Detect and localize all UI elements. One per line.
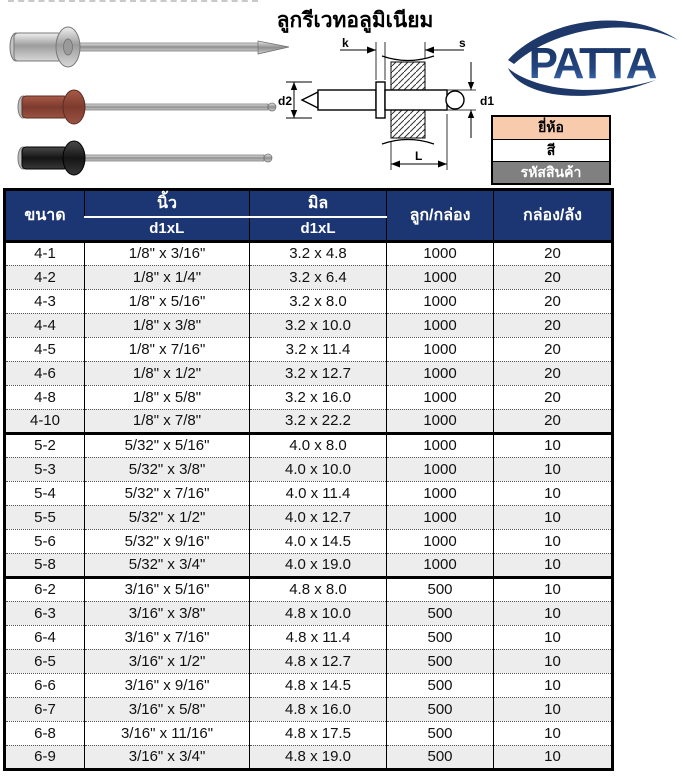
cell-box_per_carton: 10	[494, 649, 613, 673]
cell-pcs_per_box: 500	[387, 601, 494, 625]
cell-inch: 3/16" x 3/4"	[85, 745, 250, 769]
cell-pcs_per_box: 500	[387, 697, 494, 721]
cell-inch: 1/8" x 3/16"	[85, 241, 250, 265]
patta-logo-text: PATTA	[528, 39, 656, 88]
diagram-label-s: s	[459, 36, 466, 50]
cell-inch: 3/16" x 1/2"	[85, 649, 250, 673]
top-crop-dashes	[8, 0, 258, 2]
table-row	[5, 289, 613, 313]
cell-mm: 4.0 x 10.0	[250, 457, 387, 481]
cell-pcs_per_box: 1000	[387, 385, 494, 409]
cell-inch: 5/32" x 1/2"	[85, 505, 250, 529]
cell-mm: 4.8 x 17.5	[250, 721, 387, 745]
cell-size: 4-8	[34, 388, 56, 406]
cell-box_per_carton: 10	[494, 745, 613, 769]
cell-box_per_carton: 20	[494, 361, 613, 385]
cell-box_per_carton: 20	[494, 337, 613, 361]
cell-size: 5-6	[34, 532, 56, 550]
cell-inch: 5/32" x 3/4"	[85, 553, 250, 577]
cell-inch: 3/16" x 7/16"	[85, 625, 250, 649]
cell-size: 6-2	[34, 581, 56, 598]
cell-mm: 4.0 x 19.0	[250, 553, 387, 577]
patta-logo	[500, 12, 684, 110]
cell-size: 4-3	[34, 292, 56, 310]
cell-box_per_carton: 10	[494, 601, 613, 625]
cell-pcs_per_box: 1000	[387, 409, 494, 433]
table-row	[5, 529, 613, 553]
table-row	[5, 457, 613, 481]
cell-mm: 4.8 x 19.0	[250, 745, 387, 769]
cell-mm: 4.8 x 8.0	[250, 577, 387, 601]
cell-size: 6-5	[34, 652, 56, 670]
table-row	[5, 241, 613, 265]
cell-size: 6-4	[34, 628, 56, 646]
cell-mm: 4.0 x 8.0	[250, 433, 387, 457]
cell-pcs_per_box: 1000	[387, 313, 494, 337]
cell-size: 4-5	[34, 340, 56, 358]
table-row	[5, 505, 613, 529]
cell-box_per_carton: 10	[494, 625, 613, 649]
cell-box_per_carton: 10	[494, 577, 613, 601]
cell-size: 5-4	[34, 484, 56, 502]
table-row	[5, 553, 613, 577]
cell-mm: 3.2 x 22.2	[250, 409, 387, 433]
cell-pcs_per_box: 500	[387, 721, 494, 745]
cell-mm: 3.2 x 4.8	[250, 241, 387, 265]
cell-box_per_carton: 10	[494, 457, 613, 481]
cell-pcs_per_box: 500	[387, 625, 494, 649]
header-box-per-carton: กล่อง/ลัง	[494, 190, 613, 242]
rivet-photo-brown	[8, 80, 293, 134]
cell-size: 5-2	[34, 437, 56, 454]
cell-pcs_per_box: 1000	[387, 265, 494, 289]
cell-inch: 3/16" x 5/8"	[85, 697, 250, 721]
cell-size: 5-5	[34, 508, 56, 526]
cell-inch: 1/8" x 1/2"	[85, 361, 250, 385]
cell-inch: 3/16" x 5/16"	[85, 577, 250, 601]
table-row	[5, 481, 613, 505]
table-row	[5, 337, 613, 361]
cell-inch: 1/8" x 7/8"	[85, 409, 250, 433]
cell-pcs_per_box: 500	[387, 649, 494, 673]
table-row	[5, 745, 613, 769]
cell-size: 4-4	[34, 316, 56, 334]
cell-pcs_per_box: 1000	[387, 529, 494, 553]
cell-inch: 3/16" x 3/8"	[85, 601, 250, 625]
table-row	[5, 313, 613, 337]
cell-pcs_per_box: 1000	[387, 289, 494, 313]
cell-mm: 4.8 x 12.7	[250, 649, 387, 673]
cell-box_per_carton: 10	[494, 433, 613, 457]
cell-mm: 4.8 x 10.0	[250, 601, 387, 625]
cell-pcs_per_box: 1000	[387, 481, 494, 505]
cell-box_per_carton: 10	[494, 529, 613, 553]
table-row	[5, 697, 613, 721]
cell-pcs_per_box: 500	[387, 745, 494, 769]
cell-size: 4-6	[34, 364, 56, 382]
header-mm-d1xl: d1xL	[250, 217, 387, 241]
cell-pcs_per_box: 500	[387, 577, 494, 601]
cell-mm: 4.8 x 16.0	[250, 697, 387, 721]
cell-box_per_carton: 10	[494, 505, 613, 529]
cell-inch: 1/8" x 3/8"	[85, 313, 250, 337]
cell-mm: 4.0 x 12.7	[250, 505, 387, 529]
diagram-label-k: k	[342, 36, 349, 50]
header-inch: นิ้ว	[85, 190, 250, 218]
cell-inch: 1/8" x 5/16"	[85, 289, 250, 313]
cell-pcs_per_box: 1000	[387, 457, 494, 481]
cell-pcs_per_box: 1000	[387, 337, 494, 361]
table-row	[5, 601, 613, 625]
cell-mm: 4.0 x 14.5	[250, 529, 387, 553]
header-inch-d1xl: d1xL	[85, 217, 250, 241]
cell-inch: 3/16" x 11/16"	[85, 721, 250, 745]
cell-size: 4-2	[34, 268, 56, 286]
header-mm: มิล	[250, 190, 387, 218]
cell-mm: 3.2 x 10.0	[250, 313, 387, 337]
brand-info-table	[491, 115, 611, 185]
header-size: ขนาด	[5, 190, 85, 242]
cell-pcs_per_box: 1000	[387, 553, 494, 577]
table-row	[5, 721, 613, 745]
cell-mm: 4.0 x 11.4	[250, 481, 387, 505]
cell-box_per_carton: 20	[494, 265, 613, 289]
cell-box_per_carton: 20	[494, 313, 613, 337]
table-row	[5, 433, 613, 457]
cell-inch: 5/32" x 5/16"	[85, 433, 250, 457]
cell-inch: 5/32" x 9/16"	[85, 529, 250, 553]
cell-mm: 3.2 x 11.4	[250, 337, 387, 361]
brand-row: ยี่ห้อ	[493, 117, 609, 139]
product-code-row: รหัสสินค้า	[493, 161, 609, 183]
cell-pcs_per_box: 1000	[387, 241, 494, 265]
cell-size: 6-8	[34, 724, 56, 742]
table-row	[5, 649, 613, 673]
rivet-photo-black	[8, 130, 288, 184]
cell-mm: 3.2 x 8.0	[250, 289, 387, 313]
table-section	[5, 433, 613, 577]
cell-inch: 3/16" x 9/16"	[85, 673, 250, 697]
cell-pcs_per_box: 1000	[387, 361, 494, 385]
cell-size: 4-1	[34, 245, 56, 262]
cell-pcs_per_box: 1000	[387, 505, 494, 529]
table-section	[5, 577, 613, 769]
diagram-label-d1: d1	[480, 94, 495, 108]
color-row: สี	[493, 139, 609, 161]
cell-box_per_carton: 10	[494, 553, 613, 577]
cell-inch: 1/8" x 1/4"	[85, 265, 250, 289]
cell-box_per_carton: 10	[494, 721, 613, 745]
cell-inch: 5/32" x 3/8"	[85, 457, 250, 481]
diagram-label-d2: d2	[278, 94, 293, 108]
cell-mm: 4.8 x 11.4	[250, 625, 387, 649]
spec-table	[3, 188, 614, 771]
cell-inch: 5/32" x 7/16"	[85, 481, 250, 505]
cell-box_per_carton: 20	[494, 409, 613, 433]
cell-inch: 1/8" x 7/16"	[85, 337, 250, 361]
table-row	[5, 625, 613, 649]
cell-size: 6-7	[34, 700, 56, 718]
spec-table-header	[5, 190, 613, 242]
diagram-label-L: L	[415, 149, 423, 163]
cell-pcs_per_box: 1000	[387, 433, 494, 457]
cell-inch: 1/8" x 5/8"	[85, 385, 250, 409]
header-pcs-per-box: ลูก/กล่อง	[387, 190, 494, 242]
cell-size: 5-8	[34, 556, 56, 573]
cell-box_per_carton: 10	[494, 481, 613, 505]
cell-size: 6-6	[34, 676, 56, 694]
cell-box_per_carton: 20	[494, 241, 613, 265]
table-row	[5, 265, 613, 289]
table-row	[5, 409, 613, 433]
rivet-photo-silver	[2, 16, 294, 78]
table-row	[5, 361, 613, 385]
cell-box_per_carton: 10	[494, 673, 613, 697]
cell-mm: 3.2 x 12.7	[250, 361, 387, 385]
cell-size: 4-10	[29, 412, 61, 429]
cell-box_per_carton: 10	[494, 697, 613, 721]
page-title: ลูกรีเวทอลูมิเนียม	[276, 9, 434, 32]
table-row	[5, 385, 613, 409]
table-row	[5, 577, 613, 601]
cell-size: 5-3	[34, 460, 56, 478]
table-row	[5, 673, 613, 697]
cell-size: 6-3	[34, 604, 56, 622]
cell-box_per_carton: 20	[494, 289, 613, 313]
cell-mm: 3.2 x 16.0	[250, 385, 387, 409]
cell-mm: 3.2 x 6.4	[250, 265, 387, 289]
cell-box_per_carton: 20	[494, 385, 613, 409]
cell-size: 6-9	[34, 748, 56, 765]
cell-mm: 4.8 x 14.5	[250, 673, 387, 697]
table-section	[5, 241, 613, 433]
cell-pcs_per_box: 500	[387, 673, 494, 697]
rivet-dimension-diagram	[278, 36, 500, 184]
